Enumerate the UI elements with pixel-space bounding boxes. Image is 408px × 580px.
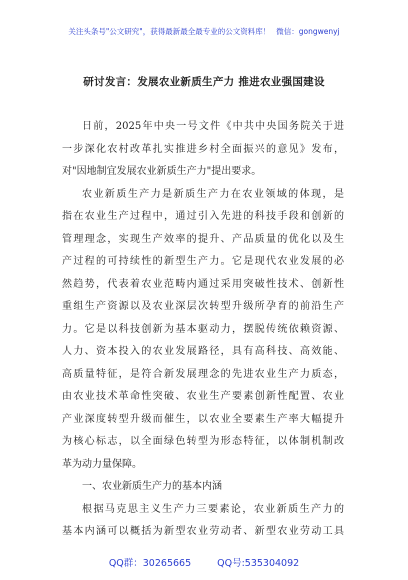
- body-line: 产过程的可持续性的新型生产力。它是现代农业发展的必: [62, 256, 344, 267]
- body-line: 人力、资本投入的农业发展路径，具有高科技、高效能、: [62, 346, 344, 357]
- footer-qq-group: QQ群：30265665: [108, 558, 192, 569]
- body-line: 高质量特征，是符合新发展理念的先进农业生产力质态，: [62, 368, 344, 380]
- body-line: 为核心标志，以全面绿色转型为形态特征，以体制机制改: [62, 436, 344, 447]
- top-banner: [0, 26, 408, 37]
- body-line: 由农业技术革命性突破、农业生产要素创新性配置、农业: [62, 391, 344, 402]
- body-line: 一步深化农村改革扎实推进乡村全面振兴的意见》发布，: [62, 143, 344, 155]
- body-line: 革为动力量保障。: [62, 458, 142, 470]
- body-line: 力。它是以科技创新为基本驱动力，摆脱传统依赖资源、: [62, 323, 344, 335]
- document-title: 研讨发言：发展农业新质生产力 推进农业强国建设: [83, 76, 325, 88]
- banner-text: 关注头条号"公文研究"，获得最新最全最专业的公文资料库！: [68, 27, 271, 36]
- body-line: 对"因地制宜发展农业新质生产力"提出要求。: [62, 166, 262, 177]
- body-line: 农业新质生产力是新质生产力在农业领域的体现，是: [82, 188, 344, 200]
- section-heading: 一、农业新质生产力的基本内涵: [82, 481, 222, 492]
- body-line: 然趋势，代表着农业范畴内通过采用突破性技术、创新性: [62, 278, 344, 290]
- body-line: 日前，2025年中央一号文件《中共中央国务院关于进: [82, 121, 344, 132]
- body-line: 基本内涵可以概括为新型农业劳动者、新型农业劳动工具: [62, 526, 344, 537]
- body-line: 根据马克思主义生产力三要素论，农业新质生产力的: [82, 503, 344, 515]
- banner-wechat: 微信：gongwenyj: [276, 27, 340, 36]
- body-line: 产业深度转型升级而催生，以农业全要素生产率大幅提升: [62, 413, 344, 425]
- footer-qq-number: QQ号:535304092: [217, 558, 300, 569]
- body-line: 重组生产资源以及农业深层次转型升级所孕育的前沿生产: [62, 301, 344, 312]
- body-line: 指在农业生产过程中，通过引入先进的科技手段和创新的: [62, 211, 344, 222]
- footer-contact: [0, 555, 408, 569]
- body-line: 管理理念，实现生产效率的提升、产品质量的优化以及生: [62, 233, 344, 245]
- document-body: [62, 116, 344, 544]
